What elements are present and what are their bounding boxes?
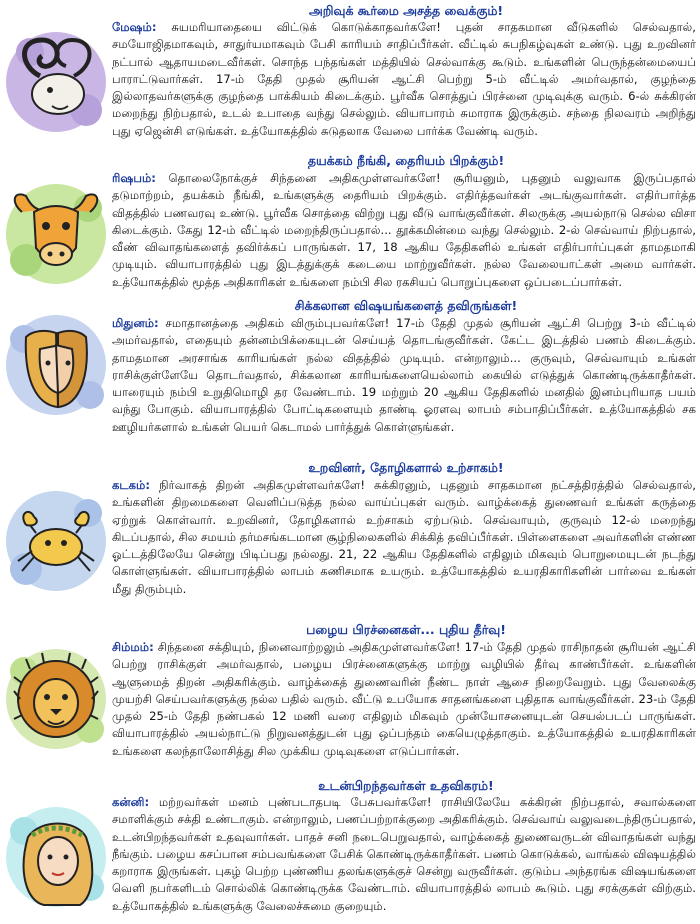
sign-name: சிம்மம்: xyxy=(112,640,154,654)
sign-simmam xyxy=(0,619,700,779)
sign-heading: அறிவுக் கூர்மை அசத்த வைக்கும்! xyxy=(308,3,504,18)
sign-heading: பழைய பிரச்னைகள்... புதிய தீர்வு! xyxy=(306,622,506,637)
sign-name: மிதுனம்: xyxy=(112,316,159,330)
sign-name: ரிஷபம்: xyxy=(112,171,156,185)
twins-icon xyxy=(0,309,112,421)
sign-body xyxy=(112,19,696,140)
sign-body xyxy=(112,170,696,291)
sign-body xyxy=(112,315,696,436)
sign-body xyxy=(112,639,696,760)
sign-heading: தயக்கம் நீங்கி, தைரியம் பிறக்கும்! xyxy=(307,153,505,168)
sign-text: நிர்வாகத் திறன் அதிகமுள்ளவர்களே! சுக்கிரனும், புதனும் சாதகமான நட்சத்திரத்தில் செல்வதால், உங்களின் திறமைகளை வெளிப்படுத்த நல்ல வாய்ப்புகள் வரும். வாழ்க்கைத் துணைவர் உங்கள் கருத்தை ஏற்றுக் கொள்வார். உறவினர், தோழிகளால் உற்சாகம் ஏற்படும். செவ்வாயும், குருவும் 12-ல் மறைந்து கிடப்பதால், சில சமயம் தர்மசங்கடமான சூழ்நிலைகளில் சிக்கித் தவிப்பீர்கள். பிள்ளைகளை அவர்களின் எண்ண ஓட்டத்திலேயே சென்று பிடிப்பது நல்லது. 21, 22 ஆகிய தேதிகளில் எதிலும் மிகவும் பொறுமையுடன் நடந்து கொள்ளுங்கள். வியாபாரத்தில் லாபம் கணிசமாக உயரும். உத்யோகத்தில் உயரதிகாரிகளின் பார்வை உங்கள் மீது திரும்பும். xyxy=(112,478,696,596)
sign-body xyxy=(112,477,696,598)
virgo-maiden-icon xyxy=(0,801,112,913)
crab-icon xyxy=(0,485,112,597)
sign-name: கன்னி: xyxy=(112,795,150,809)
sign-body xyxy=(112,794,696,915)
sign-name: மேஷம்: xyxy=(112,20,157,34)
sign-text: சுயமரியாதையை விட்டுக் கொடுக்காதவர்களே! புதன் சாதகமான வீடுகளில் செல்வதால், சமயோஜிதமாகவும், சாதுர்யமாகவும் பேசி காரியம் சாதிப்பீர்கள். வீட்டில் சுபநிகழ்வுகள் உண்டு. புது உறவினர் நட்பால் ஆதாயமடைவீர்கள். சொந்த பந்தங்கள் மத்தியில் செல்வாக்கு கூடும். உங்களின் பெருந்தன்மையைப் பாராட்டுவார்கள். 17-ம் தேதி முதல் சூரியன் ஆட்சி பெற்று 5-ம் வீட்டில் அமர்வதால், குழந்தை இல்லாதவர்களுக்கு குழந்தை பாக்கியம் கிடைக்கும். பூர்வீக சொத்துப் பிரச்னை முடிவுக்கு வரும். 6-ல் சுக்கிரன் மறைந்து நிற்பதால், உடல் உபாதை வந்து செல்லும். வியாபாரம் சுமாராக இருக்கும். சந்தை நிலவரம் அறிந்து புது ஏஜென்சி எடுங்கள். உத்யோகத்தில் சுடுதலாக வேலை பார்க்க வேண்டி வரும். xyxy=(112,20,696,138)
sign-heading: உறவினர், தோழிகளால் உற்சாகம்! xyxy=(308,460,504,475)
bull-icon xyxy=(0,178,112,290)
sign-mesham xyxy=(0,0,700,150)
sign-text: சிந்தனை சக்தியும், நினைவாற்றலும் அதிகமுள்ளவர்களே! 17-ம் தேதி முதல் ராசிநாதன் சூரியன் ஆட்சி பெற்று ராசிக்குள் அமர்வதால், பழைய பிரச்னைகளுக்கு மாற்று வழியில் தீர்வு காண்பீர்கள். உங்களின் ஆளுமைத் திறன் அதிகரிக்கும். வாழ்க்கைத் துணைவரின் நீண்ட நாள் ஆசை நிறைவேறும். புது வேலைக்கு முயற்சி செய்பவர்களுக்கு நல்ல பதில் வரும். வீட்டு உபயோக சாதனங்களை புதிதாக வாங்குவீர்கள். 23-ம் தேதி முதல் 25-ம் தேதி நண்பகல் 12 மணி வரை எதிலும் மிகவும் முன்யோசனையுடன் செயல்படப் பாருங்கள். வியாபாரத்தில் அயல்நாட்டு நிறுவனத்துடன் புது ஒப்பந்தம் கையெழுத்தாகும். உத்யோகத்தில் உயரதிகாரிகள் உங்களை கலந்தாலோசித்து சில முக்கிய முடிவுகளை எடுப்பார்கள். xyxy=(112,640,696,758)
sign-rishabam xyxy=(0,150,700,295)
sign-kanni xyxy=(0,779,700,924)
sign-text: மற்றவர்கள் மனம் புண்படாதபடி பேசுபவர்களே! ராசியிலேயே சுக்கிரன் நிற்பதால், சவால்களை சமாளிக்கும் சக்தி உண்டாகும். என்றாலும், பணப்பற்றாக்குறை அதிகரிக்கும். செவ்வாய் வலுவடைந்திருப்பதால், உடன்பிறந்தவர்கள் உதவுவார்கள். பாதச் சனி நடைபெறுவதால், வாழ்க்கைத் துணைவருடன் விவாதங்கள் வந்து நீங்கும். பழைய கசப்பான சம்பவங்களை பேசிக் கொண்டிருக்காதீர்கள். பணம் கொடுக்கல், வாங்கல் விஷயத்தில் கறாராக இருங்கள். புகழ் பெற்ற புண்ணிய தலங்களுக்குச் சென்று வருவீர்கள். குடும்ப அந்தரங்க விஷயங்களை வெளி நபர்களிடம் சொல்லிக் கொண்டிருக்க வேண்டாம். வியாபாரத்தில் லாபம் கூடும். புது சரக்குகள் விற்கும். உத்யோகத்தில் உங்களுக்கு வேலைச்சுமை குறையும். xyxy=(112,795,696,913)
sign-name: கடகம்: xyxy=(112,478,151,492)
sign-heading: சிக்கலான விஷயங்களைத் தவிருங்கள்! xyxy=(294,298,518,313)
sign-text: தொலைநோக்குச் சிந்தனை அதிகமுள்ளவர்களே! சூரியனும், புதனும் வலுவாக இருப்பதால் தடுமாற்றம், தயக்கம் நீங்கி, உங்களுக்கு தைரியம் பிறக்கும். எதிர்த்தவர்கள் அடங்குவார்கள். எதிர்பார்த்த விதத்தில் பணவரவு உண்டு. பூர்வீக சொத்தை விற்று புது வீடு வாங்குவீர்கள். சிலருக்கு அயல்நாடு செல்ல விசா கிடைக்கும். கேது 12-ம் வீட்டில் மறைந்திருப்பதால்... தூக்கமின்மை வந்து செல்லும். 2-ல் செவ்வாய் நிற்பதால், வீண் விவாதங்களைத் தவிர்க்கப் பாருங்கள். 17, 18 ஆகிய தேதிகளில் உங்கள் எதிர்பார்ப்புகள் தாமதமாகி முடியும். வியாபாரத்தில் புது இடத்துக்குக் கடையை மாற்றுவீர்கள். நல்ல வேலையாட்கள் அமை வார்கள். உத்யோகத்தில் மூத்த அதிகாரிகள் உங்களை நம்பி சில ரகசியப் பொறுப்புகளை ஒப்படைப்பார்கள். xyxy=(112,171,696,289)
sign-kadagam xyxy=(0,457,700,619)
sign-heading: உடன்பிறந்தவர்கள் உதவிகரம்! xyxy=(318,778,494,793)
lion-icon xyxy=(0,643,112,755)
sign-text: சமாதானத்தை அதிகம் விரும்புபவர்களே! 17-ம் தேதி முதல் சூரியன் ஆட்சி பெற்று 3-ம் வீட்டில் அமர்வதால், எதையும் தன்னம்பிக்கையுடன் செய்யத் தொடங்குவீர்கள். கேட்ட இடத்தில் பணம் கிடைக்கும். தாமதமான அரசாங்க காரியங்கள் நல்ல விதத்தில் முடியும். என்றாலும்... குருவும், செவ்வாயும் உங்கள் ராசிக்குள்ளேயே தொடர்வதால், சிக்கலான காரியங்களையெல்லாம் கையில் எடுத்துக் கொண்டிருக்காதீர்கள். யாரையும் நம்பி உறுதிமொழி தர வேண்டாம். 19 மற்றும் 20 ஆகிய தேதிகளில் மனதில் இனம்புரியாத பயம் வந்து போகும். வியாபாரத்தில் போட்டிகளையும் தாண்டி ஓரளவு லாபம் சம்பாதிப்பீர்கள். உத்யோகத்தில் சக ஊழியர்களால் உங்கள் பெயர் கெடாமல் பார்த்துக் கொள்ளுங்கள். xyxy=(112,316,696,434)
sign-mithunam xyxy=(0,295,700,457)
ram-icon xyxy=(0,26,112,138)
